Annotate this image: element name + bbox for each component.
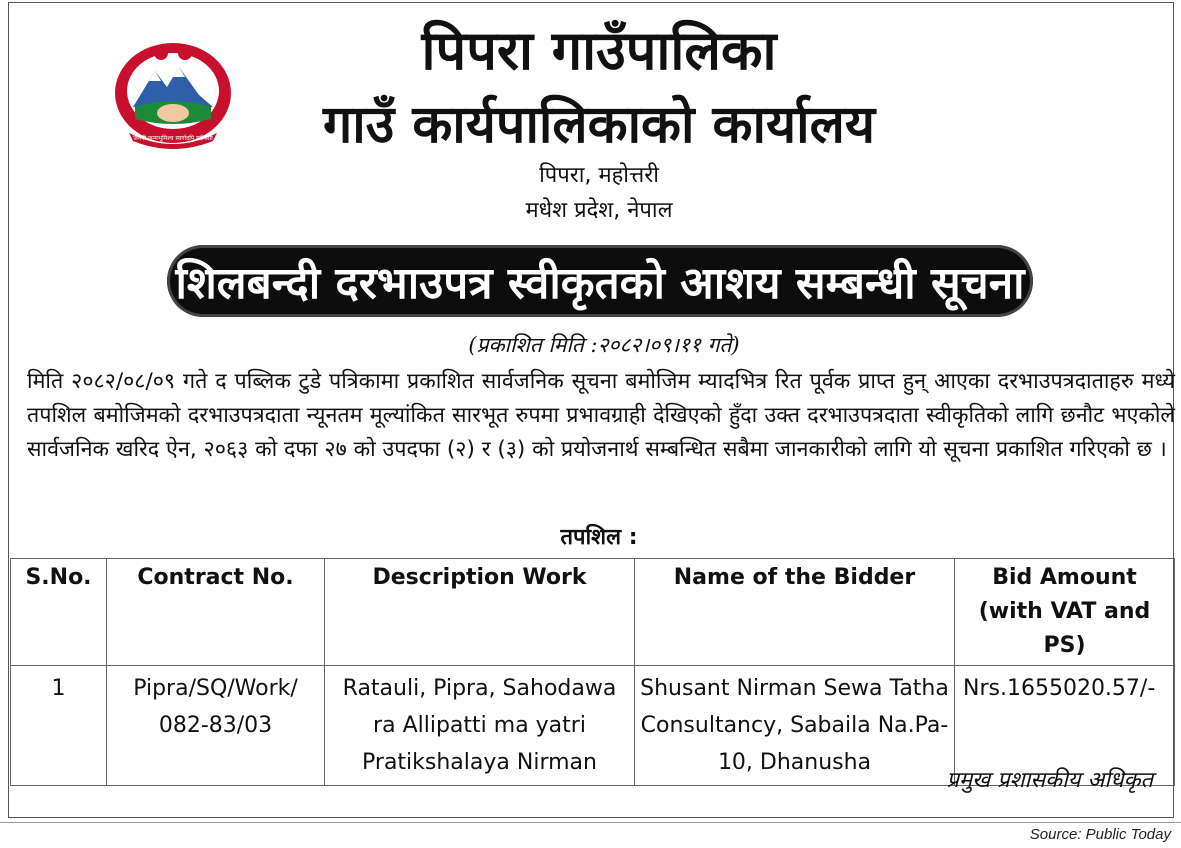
header-contract: Contract No. (107, 559, 325, 666)
office-title: गाउँ कार्यपालिकाको कार्यालय (323, 95, 875, 155)
notice-body: मिति २०८२/०८/०९ गते द पब्लिक टुडे पत्रिकामा प्रकाशित सार्वजनिक सूचना बमोजिम म्यादभित्र रित पूर्वक प्राप्त हुन् आएका दरभाउपत्रदाताहरु मध्ये तपशिल बमोजिमको दरभाउपत्रदाता न्यूनतम मूल्यांकित सारभूत रुपमा प्रभावग्राही देखिएको हुँदा उक्त दरभाउपत्रदाता स्वीकृतिको लागि छनौट भएकोले सार्वजनिक खरिद ऐन, २०६३ को दफा २७ को उपदफा (२) र (३) को प्रयोजनार्थ सम्बन्धित सबैमा जानकारीको लागि यो सूचना प्रकाशित गरिएको छ । (27, 369, 1175, 462)
cell-sno: 1 (11, 666, 107, 786)
page-title: पिपरा गाउँपालिका (421, 19, 777, 82)
emblem-motto: जननी जन्मभूमिश्च स्वर्गादपि गरीयसी (133, 135, 213, 142)
details-label: तपशिल : (560, 525, 638, 550)
address-line-2: मधेश प्रदेश, नेपाल (525, 198, 673, 223)
address-line-1: पिपरा, महोत्तरी (539, 163, 659, 188)
source-credit: Source: Public Today (1029, 826, 1171, 843)
cell-contract: Pipra/SQ/Work/ 082-83/03 (107, 666, 325, 786)
published-date: (प्रकाशित मिति :२०८२।०९।११ गते) (468, 333, 740, 357)
header-amount: Bid Amount (with VAT and PS) (955, 559, 1175, 666)
table-header-row (11, 559, 1175, 666)
notice-heading-banner (167, 245, 1033, 317)
notice-heading: शिलबन्दी दरभाउपत्र स्वीकृतको आशय सम्बन्धी सूचना (175, 258, 1025, 309)
cell-amount: Nrs.1655020.57/- (955, 666, 1175, 786)
signatory: प्रमुख प्रशासकीय अधिकृत (946, 768, 1153, 793)
header-description: Description Work (325, 559, 635, 666)
cell-bidder: Shusant Nirman Sewa Tatha Consultancy, Sabaila Na.Pa-10, Dhanusha (635, 666, 955, 786)
header-sno: S.No. (11, 559, 107, 666)
header-bidder: Name of the Bidder (635, 559, 955, 666)
nepal-government-emblem-icon (109, 37, 237, 149)
cell-description: Ratauli, Pipra, Sahodawa ra Allipatti ma yatri Pratikshalaya Nirman (325, 666, 635, 786)
footer-divider (0, 822, 1181, 823)
bid-table (10, 558, 1175, 786)
